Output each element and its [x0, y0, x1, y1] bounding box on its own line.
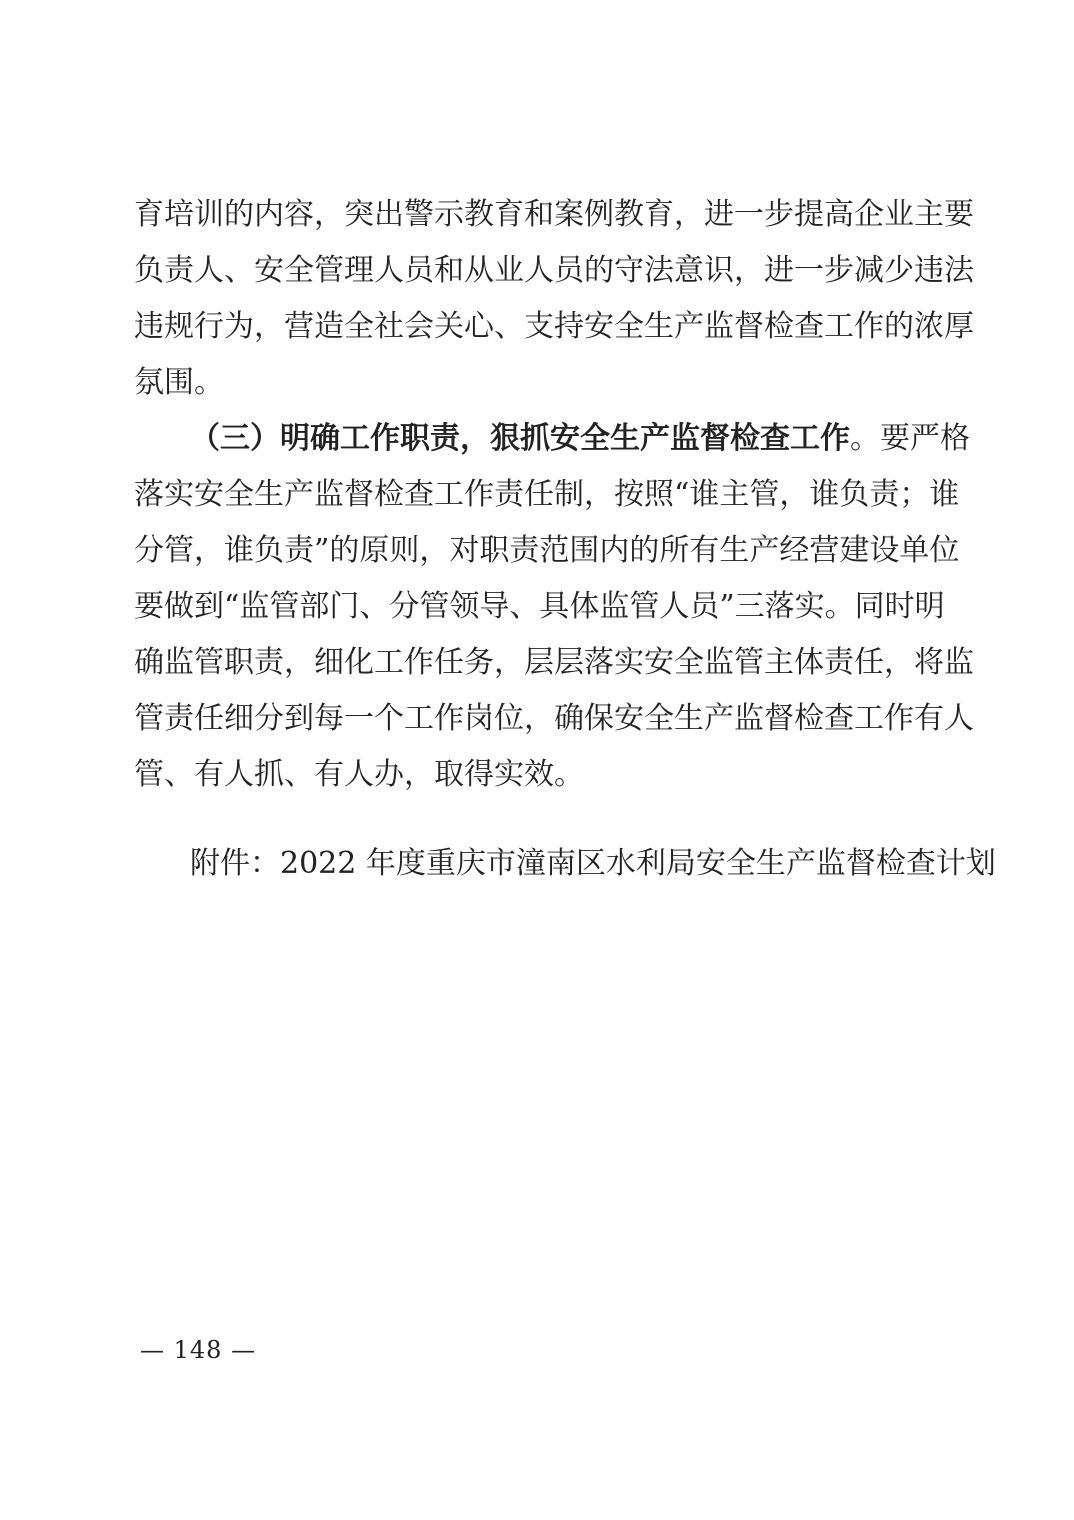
paragraph-line: 育培训的内容，突出警示教育和案例教育，进一步提高企业主要	[134, 197, 974, 232]
paragraph-line: 违规行为，营造全社会关心、支持安全生产监督检查工作的浓厚	[134, 309, 974, 344]
paragraph-line: 分管，谁负责”的原则，对职责范围内的所有生产经营建设单位	[134, 533, 960, 568]
paragraph-text: 。要严格	[850, 421, 970, 456]
paragraph-line: 落实安全生产监督检查工作责任制，按照“谁主管，谁负责；谁	[134, 477, 960, 512]
paragraph-first-line	[190, 411, 970, 467]
paragraph-line: 要做到“监管部门、分管领导、具体监管人员”三落实。同时明	[134, 589, 945, 624]
paragraph-line: 确监管职责，细化工作任务，层层落实安全监管主体责任，将监	[134, 645, 974, 680]
section-heading: （三）明确工作职责，狠抓安全生产监督检查工作	[190, 421, 850, 456]
paragraph-line: 管、有人抓、有人办，取得实效。	[134, 757, 584, 792]
page-number: — 148 —	[140, 1336, 257, 1364]
paragraph-line: 负责人、安全管理人员和从业人员的守法意识，进一步减少违法	[134, 253, 974, 288]
paragraph-line: 氛围。	[134, 365, 224, 400]
attachment-note: 附件：2022 年度重庆市潼南区水利局安全生产监督检查计划	[190, 846, 996, 881]
paragraph-line: 管责任细分到每一个工作岗位，确保安全生产监督检查工作有人	[134, 701, 974, 736]
